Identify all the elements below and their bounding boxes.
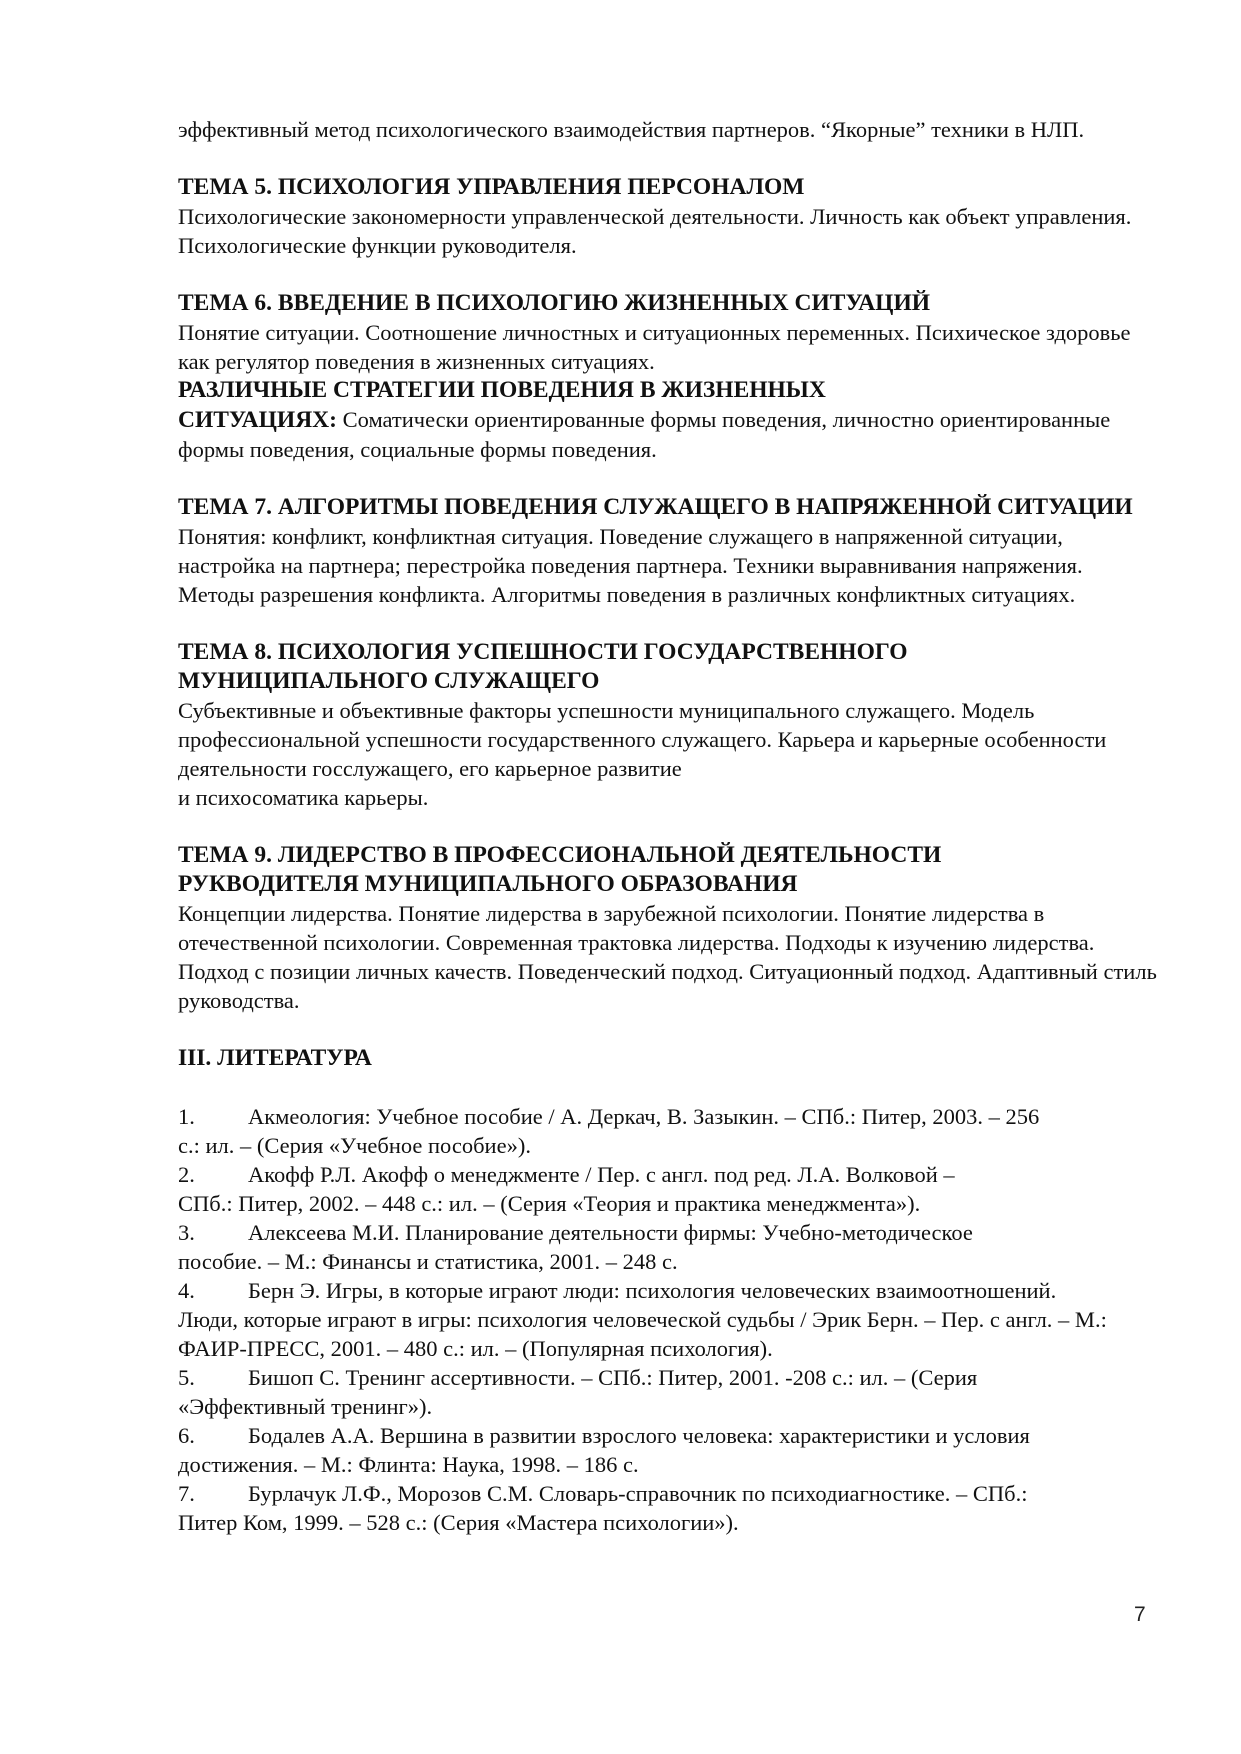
reference-item bbox=[178, 1479, 1158, 1537]
topic-heading: ТЕМА 5. ПСИХОЛОГИЯ УПРАВЛЕНИЯ ПЕРСОНАЛОМ bbox=[178, 174, 805, 200]
topic-body: Субъективные и объективные факторы успешности муниципального служащего. Модель профессиональной успешности государственного служащего. Карьера и карьерные особенности деятельности госслужащего, его карьерное развитие bbox=[178, 698, 1107, 781]
spacer bbox=[178, 609, 1158, 638]
topic-subheading: РАЗЛИЧНЫЕ СТРАТЕГИИ ПОВЕДЕНИЯ В ЖИЗНЕННЫХ bbox=[178, 377, 826, 403]
reference-continuation: СПб.: Питер, 2002. – 448 с.: ил. – (Серия «Теория и практика менеджмента»). bbox=[178, 1191, 921, 1216]
topic-body: Психологические закономерности управленческой деятельности. Личность как объект управления. Психологические функции руководителя. bbox=[178, 204, 1132, 258]
topic-sub-body bbox=[178, 405, 1158, 464]
document-page bbox=[178, 115, 1158, 1537]
reference-text: Алексеева М.И. Планирование деятельности фирмы: Учебно-методическое bbox=[248, 1220, 973, 1245]
reference-continuation: Питер Ком, 1999. – 528 с.: (Серия «Мастера психологии»). bbox=[178, 1510, 739, 1535]
topic-heading: ТЕМА 8. ПСИХОЛОГИЯ УСПЕШНОСТИ ГОСУДАРСТВЕННОГО bbox=[178, 639, 908, 665]
reference-text: Акмеология: Учебное пособие / А. Деркач, В. Зазыкин. – СПб.: Питер, 2003. – 256 bbox=[248, 1104, 1040, 1129]
reference-continuation: пособие. – М.: Финансы и статистика, 2001. – 248 с. bbox=[178, 1249, 678, 1274]
topic-subheading-lead: СИТУАЦИЯХ: bbox=[178, 407, 337, 433]
spacer bbox=[178, 812, 1158, 841]
topic-5 bbox=[178, 173, 1158, 260]
spacer bbox=[178, 260, 1158, 289]
topic-body-last-line: и психосоматика карьеры. bbox=[178, 785, 429, 810]
topic-6 bbox=[178, 289, 1158, 464]
reference-text: Бодалев А.А. Вершина в развитии взрослого человека: характеристики и условия bbox=[248, 1423, 1030, 1448]
reference-item bbox=[178, 1218, 1158, 1276]
reference-continuation: с.: ил. – (Серия «Учебное пособие»). bbox=[178, 1133, 531, 1158]
topic-heading: ТЕМА 7. АЛГОРИТМЫ ПОВЕДЕНИЯ СЛУЖАЩЕГО В НАПРЯЖЕННОЙ СИТУАЦИИ bbox=[178, 494, 1133, 520]
spacer bbox=[178, 1073, 1158, 1102]
topic-9 bbox=[178, 841, 1158, 1015]
topic-heading: ТЕМА 9. ЛИДЕРСТВО В ПРОФЕССИОНАЛЬНОЙ ДЕЯТЕЛЬНОСТИ bbox=[178, 842, 942, 868]
reference-text: Бурлачук Л.Ф., Морозов С.М. Словарь-справочник по психодиагностике. – СПб.: bbox=[248, 1481, 1028, 1506]
topic-8 bbox=[178, 638, 1158, 812]
reference-item bbox=[178, 1363, 1158, 1421]
topic-7 bbox=[178, 493, 1158, 609]
reference-continuation: достижения. – М.: Флинта: Наука, 1998. – 186 с. bbox=[178, 1452, 639, 1477]
reference-first-line bbox=[178, 1479, 1158, 1508]
reference-number: 1. bbox=[178, 1104, 195, 1129]
reference-first-line bbox=[178, 1160, 1158, 1189]
page-number: 7 bbox=[1134, 1603, 1146, 1626]
spacer bbox=[178, 144, 1158, 173]
reference-item bbox=[178, 1102, 1158, 1160]
reference-number: 4. bbox=[178, 1278, 195, 1303]
reference-continuation: Люди, которые играют в игры: психология человеческой судьбы / Эрик Берн. – Пер. с англ. – М.: ФАИР-ПРЕСС, 2001. – 480 с.: ил. – (Популярная психология). bbox=[178, 1307, 1107, 1361]
reference-text: Берн Э. Игры, в которые играют люди: психология человеческих взаимоотношений. bbox=[248, 1278, 1057, 1303]
topic-heading-continued: МУНИЦИПАЛЬНОГО СЛУЖАЩЕГО bbox=[178, 668, 600, 694]
spacer bbox=[178, 1015, 1158, 1044]
reference-item bbox=[178, 1421, 1158, 1479]
reference-first-line bbox=[178, 1276, 1158, 1305]
literature-heading: III. ЛИТЕРАТУРА bbox=[178, 1045, 372, 1071]
topic-body: Концепции лидерства. Понятие лидерства в зарубежной психологии. Понятие лидерства в отечественной психологии. Современная трактовка лидерства. Подходы к изучению лидерства. Подход с позиции личных качеств. Поведенческий подход. Ситуационный подход. Адаптивный стиль руководства. bbox=[178, 901, 1157, 1013]
intro-paragraph: эффективный метод психологического взаимодействия партнеров. “Якорные” техники в НЛП. bbox=[178, 117, 1085, 142]
reference-first-line bbox=[178, 1363, 1158, 1392]
literature-section bbox=[178, 1044, 1158, 1537]
reference-text: Акофф Р.Л. Акофф о менеджменте / Пер. с англ. под ред. Л.А. Волковой – bbox=[248, 1162, 955, 1187]
reference-first-line bbox=[178, 1421, 1158, 1450]
reference-continuation: «Эффективный тренинг»). bbox=[178, 1394, 433, 1419]
topic-body: Понятие ситуации. Соотношение личностных и ситуационных переменных. Психическое здоровье как регулятор поведения в жизненных ситуациях. bbox=[178, 320, 1131, 374]
topic-body: Понятия: конфликт, конфликтная ситуация. Поведение служащего в напряженной ситуации, настройка на партнера; перестройка поведения партнера. Техники выравнивания напряжения. Методы разрешения конфликта. Алгоритмы поведения в различных конфликтных ситуациях. bbox=[178, 524, 1083, 607]
reference-number: 7. bbox=[178, 1481, 195, 1506]
topic-sub-body-text: Соматически ориентированные формы поведения, личностно ориентированные формы поведения, социальные формы поведения. bbox=[178, 407, 1111, 462]
topic-heading-continued: РУКВОДИТЕЛЯ МУНИЦИПАЛЬНОГО ОБРАЗОВАНИЯ bbox=[178, 871, 798, 897]
reference-number: 5. bbox=[178, 1365, 195, 1390]
reference-item bbox=[178, 1276, 1158, 1363]
reference-text: Бишоп С. Тренинг ассертивности. – СПб.: Питер, 2001. -208 с.: ил. – (Серия bbox=[248, 1365, 978, 1390]
reference-number: 3. bbox=[178, 1220, 195, 1245]
reference-number: 2. bbox=[178, 1162, 195, 1187]
reference-number: 6. bbox=[178, 1423, 195, 1448]
reference-first-line bbox=[178, 1218, 1158, 1247]
spacer bbox=[178, 464, 1158, 493]
reference-first-line bbox=[178, 1102, 1158, 1131]
topic-heading: ТЕМА 6. ВВЕДЕНИЕ В ПСИХОЛОГИЮ ЖИЗНЕННЫХ СИТУАЦИЙ bbox=[178, 290, 931, 316]
reference-item bbox=[178, 1160, 1158, 1218]
